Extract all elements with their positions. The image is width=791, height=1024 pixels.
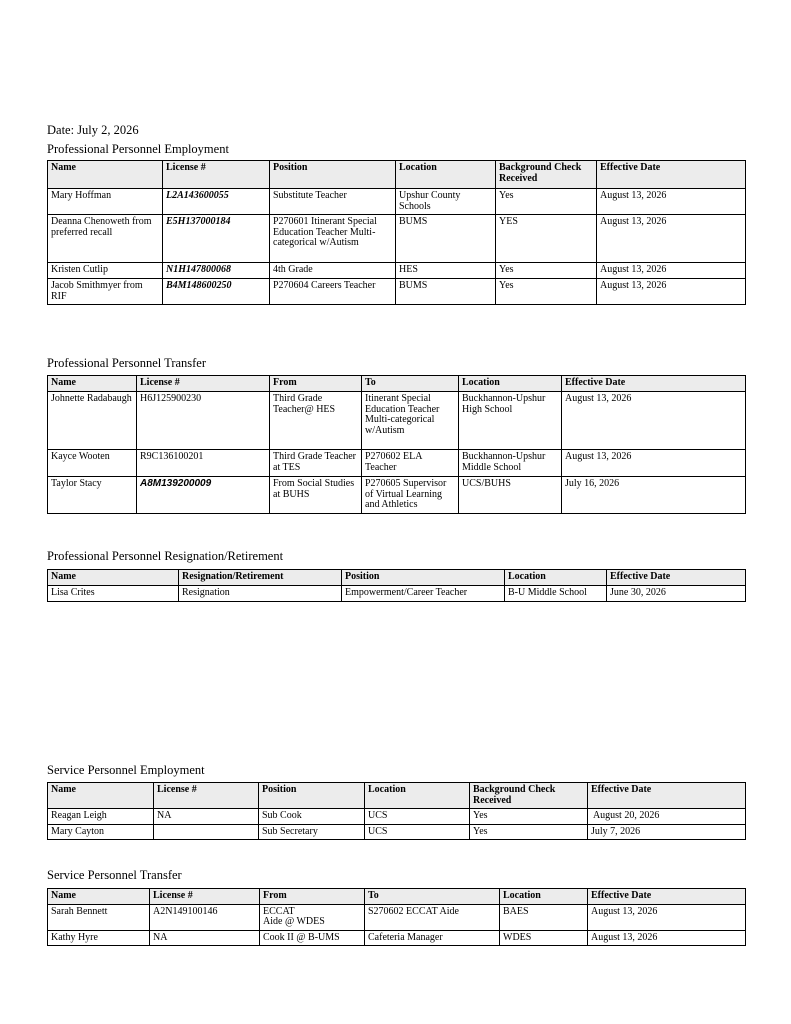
- cell-license: [154, 824, 259, 840]
- cell-license: A2N149100146: [150, 904, 260, 930]
- prof-resignation-table: [47, 569, 746, 602]
- header-to: To: [365, 889, 500, 905]
- cell-from: Cook II @ B-UMS: [260, 930, 365, 946]
- table-row: [48, 904, 746, 930]
- table-row: [48, 450, 746, 477]
- header-position: Position: [342, 570, 505, 586]
- cell-background-check: Yes: [496, 189, 597, 215]
- cell-name: Jacob Smithmyer from RIF: [48, 279, 163, 305]
- header-effective-date: Effective Date: [588, 889, 746, 905]
- prof-employment-section: [47, 160, 745, 305]
- table-row: [48, 824, 746, 840]
- prof-resignation-section: [47, 569, 745, 602]
- prof-transfer-table: [47, 375, 746, 514]
- cell-position: Empowerment/Career Teacher: [342, 586, 505, 602]
- cell-name: Kristen Cutlip: [48, 263, 163, 279]
- header-effective-date: Effective Date: [607, 570, 746, 586]
- cell-from-line: Aide @ WDES: [263, 916, 325, 927]
- cell-name: Deanna Chenoweth from preferred recall: [48, 215, 163, 263]
- cell-location: UCS/BUHS: [459, 477, 562, 514]
- table-header-row: [48, 376, 746, 392]
- cell-background-check: Yes: [496, 279, 597, 305]
- cell-license: NA: [154, 809, 259, 825]
- table-row: [48, 279, 746, 305]
- table-row: [48, 263, 746, 279]
- table-header-row: [48, 161, 746, 189]
- header-position: Position: [270, 161, 396, 189]
- cell-effective-date: July 16, 2026: [562, 477, 746, 514]
- table-row: [48, 930, 746, 946]
- header-background-check: Background Check Received: [496, 161, 597, 189]
- cell-name: Taylor Stacy: [48, 477, 137, 514]
- cell-effective-date: August 13, 2026: [597, 189, 746, 215]
- table-row: [48, 586, 746, 602]
- cell-from: From Social Studies at BUHS: [270, 477, 362, 514]
- cell-to: S270602 ECCAT Aide: [365, 904, 500, 930]
- header-location: Location: [459, 376, 562, 392]
- cell-position: Sub Cook: [259, 809, 365, 825]
- cell-effective-date: August 13, 2026: [562, 450, 746, 477]
- header-position: Position: [259, 783, 365, 809]
- cell-license: L2A143600055: [163, 189, 270, 215]
- cell-position: Substitute Teacher: [270, 189, 396, 215]
- cell-effective-date: August 13, 2026: [562, 392, 746, 450]
- prof-employment-title: Professional Personnel Employment: [47, 142, 229, 156]
- header-resignation-retirement: Resignation/Retirement: [179, 570, 342, 586]
- header-location: Location: [365, 783, 470, 809]
- cell-from: Third Grade Teacher at TES: [270, 450, 362, 477]
- header-effective-date: Effective Date: [562, 376, 746, 392]
- serv-employment-title: Service Personnel Employment: [47, 763, 205, 777]
- table-row: [48, 477, 746, 514]
- cell-effective-date: June 30, 2026: [607, 586, 746, 602]
- cell-to: P270602 ELA Teacher: [362, 450, 459, 477]
- prof-transfer-section: [47, 375, 745, 514]
- header-name: Name: [48, 161, 163, 189]
- cell-license: A8M139200009: [137, 477, 270, 514]
- cell-license: E5H137000184: [163, 215, 270, 263]
- cell-name: Kayce Wooten: [48, 450, 137, 477]
- cell-license: H6J125900230: [137, 392, 270, 450]
- cell-effective-date: August 13, 2026: [597, 279, 746, 305]
- cell-to: Itinerant Special Education Teacher Multi-categorical w/Autism: [362, 392, 459, 450]
- cell-name: Sarah Bennett: [48, 904, 150, 930]
- cell-from: [260, 904, 365, 930]
- header-effective-date: Effective Date: [597, 161, 746, 189]
- cell-effective-date: August 13, 2026: [597, 263, 746, 279]
- header-location: Location: [396, 161, 496, 189]
- cell-license: N1H147800068: [163, 263, 270, 279]
- cell-position: P270604 Careers Teacher: [270, 279, 396, 305]
- table-header-row: [48, 783, 746, 809]
- cell-location: Upshur County Schools: [396, 189, 496, 215]
- cell-name: Mary Cayton: [48, 824, 154, 840]
- cell-location: WDES: [500, 930, 588, 946]
- date-line: Date: July 2, 2026: [47, 123, 139, 137]
- cell-position: Sub Secretary: [259, 824, 365, 840]
- header-license: License #: [137, 376, 270, 392]
- cell-effective-date: August 13, 2026: [588, 930, 746, 946]
- table-header-row: [48, 889, 746, 905]
- cell-effective-date: August 20, 2026: [588, 809, 746, 825]
- cell-position: P270601 Itinerant Special Education Teacher Multi-categorical w/Autism: [270, 215, 396, 263]
- cell-license: R9C136100201: [137, 450, 270, 477]
- header-background-check: Background Check Received: [470, 783, 588, 809]
- header-license: License #: [163, 161, 270, 189]
- cell-location: BAES: [500, 904, 588, 930]
- cell-license: B4M148600250: [163, 279, 270, 305]
- cell-location: BUMS: [396, 279, 496, 305]
- table-header-row: [48, 570, 746, 586]
- prof-transfer-title: Professional Personnel Transfer: [47, 356, 207, 370]
- header-license: License #: [150, 889, 260, 905]
- cell-location: UCS: [365, 824, 470, 840]
- header-location: Location: [500, 889, 588, 905]
- serv-transfer-section: [47, 888, 745, 946]
- cell-location: B-U Middle School: [505, 586, 607, 602]
- table-row: [48, 215, 746, 263]
- cell-to: P270605 Supervisor of Virtual Learning and Athletics: [362, 477, 459, 514]
- header-name: Name: [48, 570, 179, 586]
- header-license: License #: [154, 783, 259, 809]
- cell-location: UCS: [365, 809, 470, 825]
- header-name: Name: [48, 889, 150, 905]
- header-to: To: [362, 376, 459, 392]
- header-from: From: [260, 889, 365, 905]
- table-row: [48, 189, 746, 215]
- cell-name: Kathy Hyre: [48, 930, 150, 946]
- cell-background-check: Yes: [470, 824, 588, 840]
- cell-effective-date: July 7, 2026: [588, 824, 746, 840]
- prof-resignation-title: Professional Personnel Resignation/Retirement: [47, 549, 284, 563]
- cell-location: HES: [396, 263, 496, 279]
- cell-background-check: YES: [496, 215, 597, 263]
- header-effective-date: Effective Date: [588, 783, 746, 809]
- cell-location: BUMS: [396, 215, 496, 263]
- cell-from: Third Grade Teacher@ HES: [270, 392, 362, 450]
- cell-position: 4th Grade: [270, 263, 396, 279]
- cell-name: Reagan Leigh: [48, 809, 154, 825]
- header-name: Name: [48, 783, 154, 809]
- table-row: [48, 392, 746, 450]
- serv-transfer-table: [47, 888, 746, 946]
- cell-location: Buckhannon-Upshur High School: [459, 392, 562, 450]
- cell-effective-date: August 13, 2026: [597, 215, 746, 263]
- cell-background-check: Yes: [470, 809, 588, 825]
- cell-name: Mary Hoffman: [48, 189, 163, 215]
- cell-from-line: ECCAT: [263, 905, 295, 917]
- cell-effective-date: August 13, 2026: [588, 904, 746, 930]
- serv-transfer-title: Service Personnel Transfer: [47, 868, 182, 882]
- cell-name: Lisa Crites: [48, 586, 179, 602]
- serv-employment-section: [47, 782, 745, 840]
- cell-name: Johnette Radabaugh: [48, 392, 137, 450]
- cell-location: Buckhannon-Upshur Middle School: [459, 450, 562, 477]
- prof-employment-table: [47, 160, 746, 305]
- header-from: From: [270, 376, 362, 392]
- cell-resignation-retirement: Resignation: [179, 586, 342, 602]
- cell-background-check: Yes: [496, 263, 597, 279]
- cell-license: NA: [150, 930, 260, 946]
- serv-employment-table: [47, 782, 746, 840]
- table-row: [48, 809, 746, 825]
- cell-to: Cafeteria Manager: [365, 930, 500, 946]
- header-name: Name: [48, 376, 137, 392]
- header-location: Location: [505, 570, 607, 586]
